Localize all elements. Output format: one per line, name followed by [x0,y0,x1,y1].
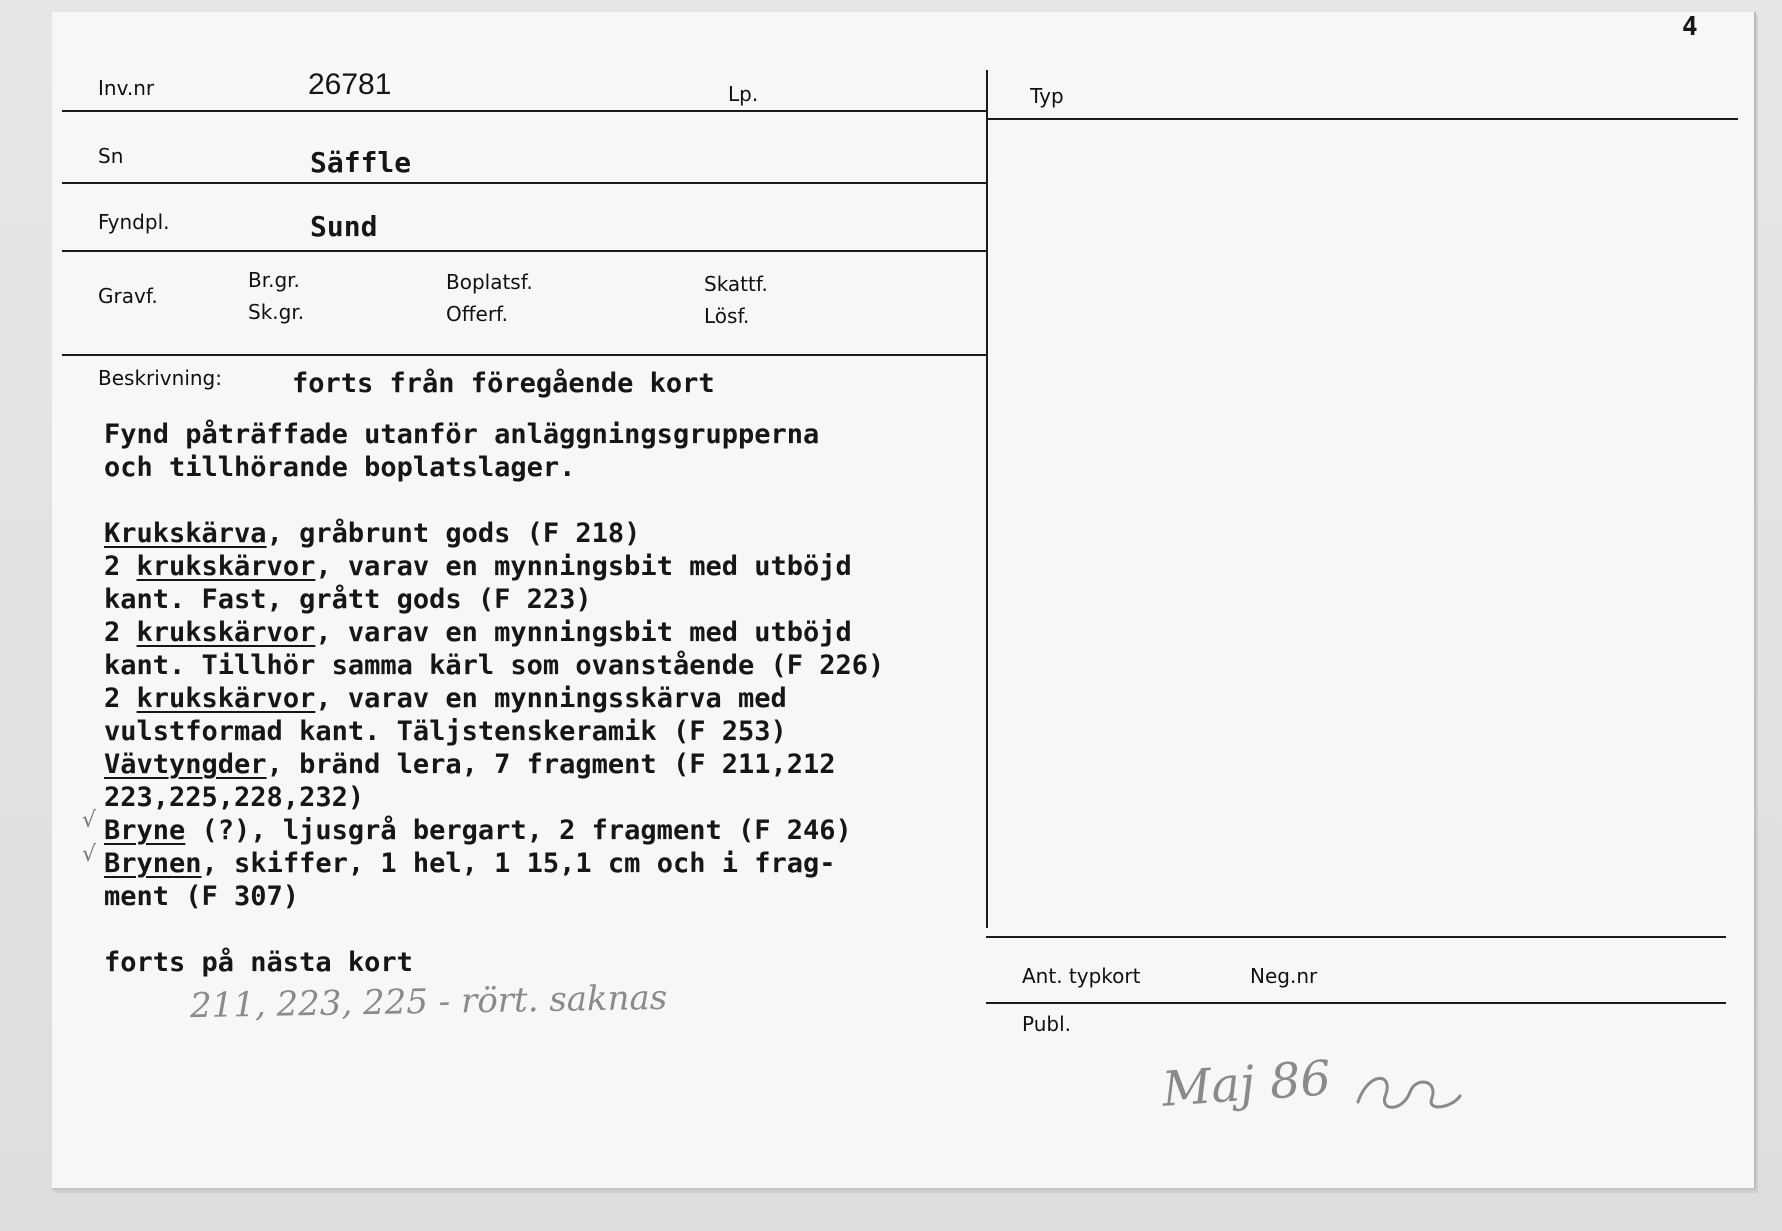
description-segment: 223,225,228,232) [104,782,365,813]
description-segment: ment (F 307) [104,881,300,912]
rule-sn [62,182,986,184]
description-line [104,616,984,649]
item-name: Brynen [104,848,202,879]
description-segment: , varav en mynningsbit med utböjd [315,617,852,648]
item-name: Krukskärva [104,518,267,549]
description-segment: 2 [104,617,137,648]
item-name: krukskärvor [136,551,316,582]
description-line [104,583,984,616]
ant-typkort-label: Ant. typkort [1022,964,1141,988]
inv-nr-value: 26781 [308,68,392,101]
description-segment: vulstformad kant. Täljstenskeramik (F 253) [104,716,787,747]
description-line [104,451,984,484]
description-text [104,418,984,979]
inv-nr-label: Inv.nr [98,76,155,100]
sn-value: Säffle [310,146,412,179]
boplatsf-label: Boplatsf. [446,270,533,294]
skattf-label: Skattf. [704,272,768,296]
publ-label: Publ. [1022,1012,1071,1036]
rule-typkort-bottom [986,1002,1726,1004]
lp-label: Lp. [728,82,759,106]
rule-fyndpl [62,250,986,252]
description-segment: kant. Fast, grått gods (F 223) [104,584,592,615]
description-segment: och tillhörande boplatslager. [104,452,576,483]
handwritten-note: 211, 223, 225 - rört. saknas [189,977,668,1027]
description-line [104,946,984,979]
column-divider [986,70,988,928]
page-number: 4 [1682,12,1698,42]
description-segment: kant. Tillhör samma kärl som ovanstående (F 226) [104,650,885,681]
rule-typkort-top [986,936,1726,938]
description-line [104,484,984,517]
beskrivning-intro: forts från föregående kort [292,368,715,399]
description-line [104,715,984,748]
description-segment: , varav en mynningsbit med utböjd [315,551,852,582]
handwritten-date: Maj 86 [1160,1050,1333,1118]
description-line [104,418,984,451]
beskrivning-label: Beskrivning: [98,366,222,390]
fyndpl-value: Sund [310,210,378,243]
fyndpl-label: Fyndpl. [98,210,170,234]
check-mark-bryne: √ [82,808,97,833]
description-segment: , skiffer, 1 hel, 1 15,1 cm och i frag- [201,848,836,879]
rule-invnr [62,110,986,112]
item-name: Vävtyngder [104,749,267,780]
description-segment: forts på nästa kort [104,947,413,978]
description-line [104,649,984,682]
offerf-label: Offerf. [446,302,508,326]
rule-typ [988,118,1738,120]
losf-label: Lösf. [704,304,750,328]
gravf-label: Gravf. [98,284,158,308]
description-line [104,517,984,550]
handwritten-initials [1348,1062,1468,1132]
item-name: krukskärvor [136,683,316,714]
description-segment: , bränd lera, 7 fragment (F 211,212 [266,749,836,780]
description-line [104,913,984,946]
description-line [104,550,984,583]
description-line [104,880,984,913]
description-segment: Fynd påträffade utanför anläggningsgrupperna [104,419,820,450]
description-line [104,814,984,847]
neg-nr-label: Neg.nr [1250,964,1318,988]
description-segment: , gråbrunt gods (F 218) [266,518,641,549]
item-name: krukskärvor [136,617,316,648]
description-segment: 2 [104,551,137,582]
check-mark-brynen: √ [82,842,97,867]
typ-label: Typ [1030,84,1064,108]
description-line [104,781,984,814]
sn-label: Sn [98,144,124,168]
description-line [104,748,984,781]
description-line [104,682,984,715]
description-segment: 2 [104,683,137,714]
item-name: Bryne [104,815,186,846]
description-segment: , varav en mynningsskärva med [315,683,787,714]
brgr-label: Br.gr. [248,268,300,292]
description-line [104,847,984,880]
description-segment: (?), ljusgrå bergart, 2 fragment (F 246) [185,815,852,846]
skgr-label: Sk.gr. [248,300,305,324]
rule-gravf [62,354,986,356]
